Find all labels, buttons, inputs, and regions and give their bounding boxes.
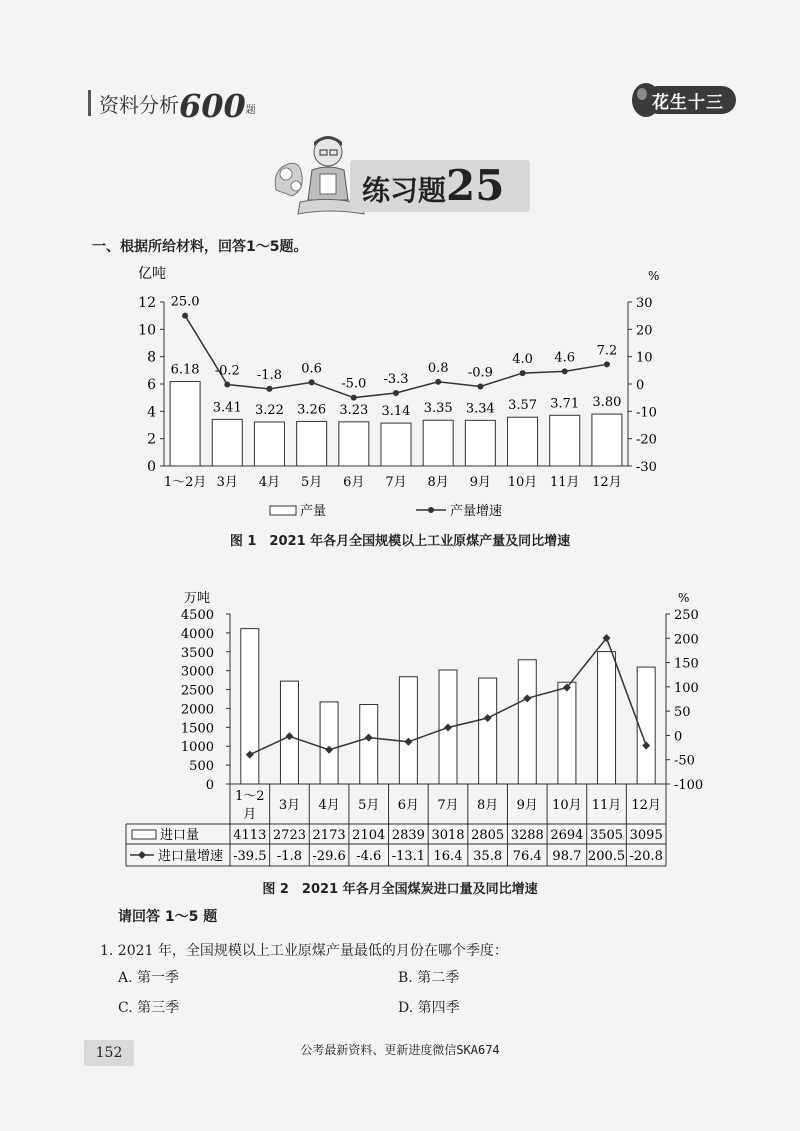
question-header: 请回答 1～5 题: [118, 909, 218, 925]
chart1-bar-label: 3.26: [297, 402, 327, 418]
chart2-bar: [320, 702, 338, 784]
chart2-right-tick-label: 200: [674, 632, 699, 648]
chart1-bar: [508, 417, 538, 466]
chart2-growth-value: 16.4: [433, 849, 463, 864]
chart2-left-tick-label: 1500: [180, 721, 214, 737]
chart1-category-label: 5月: [300, 475, 323, 490]
brand-text: 花生十三: [652, 93, 724, 113]
chart1-bar: [423, 420, 453, 466]
chart1-category-label: 1～2月: [163, 475, 207, 490]
chart1-bar-label: 6.18: [170, 362, 200, 378]
chart2-category-label: 9月: [516, 798, 538, 813]
chart1-bar: [339, 422, 369, 466]
chart1-bar: [550, 415, 580, 466]
chart1-bar-label: 3.71: [550, 396, 580, 412]
chart2-bar: [360, 705, 378, 784]
chart1-growth-point: [351, 395, 357, 401]
chart1-right-tick-label: 10: [636, 350, 653, 366]
chart1-right-tick-label: 20: [636, 323, 653, 339]
chart2-left-tick-label: 0: [205, 778, 214, 793]
chart2-growth-value: -13.1: [391, 849, 426, 864]
book-number: 600: [179, 87, 246, 125]
chart2-growth-value: -39.5: [233, 849, 267, 864]
chart1-left-tick-label: 0: [147, 459, 156, 475]
footer-text: 公考最新资料、更新进度微信SKA674: [300, 1043, 500, 1057]
chart2-category-label: 11月: [591, 798, 622, 813]
chart1-right-tick-label: -30: [636, 460, 657, 475]
chart1-growth-point: [182, 313, 188, 319]
chart2-left-tick-label: 4500: [180, 608, 214, 623]
title-prefix: 练习题: [362, 174, 447, 207]
chart1-category-label: 8月: [427, 475, 449, 490]
chart1-bar: [297, 421, 327, 466]
chart1-bar: [592, 414, 622, 466]
chart2-growth-value: -4.6: [356, 849, 382, 864]
chart2-bar-value: 2723: [272, 828, 307, 843]
header-divider: [88, 90, 91, 116]
chart1-growth-label: 7.2: [596, 343, 618, 359]
chart2-bar-value: 3018: [431, 828, 465, 843]
chart1-category-label: 7月: [385, 475, 407, 490]
chart1-left-tick-label: 2: [147, 431, 156, 448]
chart2-right-tick-label: 0: [674, 729, 683, 745]
option-c[interactable]: C. 第三季: [118, 1000, 180, 1016]
option-d[interactable]: D. 第四季: [398, 1000, 460, 1016]
chart1-growth-label: -0.9: [467, 365, 493, 381]
book-header: [88, 82, 256, 125]
chart1-bar: [254, 422, 284, 466]
chart2-bar-value: 4113: [233, 828, 267, 843]
chart1-growth-label: 0.6: [301, 361, 322, 377]
chart2-caption: 图 2 2021 年各月全国煤炭进口量及同比增速: [262, 882, 538, 897]
chart2-growth-value: 76.4: [512, 849, 542, 864]
legend-line-marker: [428, 507, 434, 513]
chart2-bar: [598, 652, 616, 784]
chart1-caption: 图 1 2021 年各月全国规模以上工业原煤产量及同比增速: [229, 534, 571, 549]
chart2-right-tick-label: 50: [674, 705, 691, 721]
chart1-right-tick-label: -20: [636, 432, 657, 448]
chart1-legend: [270, 503, 502, 519]
chart1-bar-label: 3.14: [381, 404, 411, 420]
option-a[interactable]: A. 第一季: [118, 970, 180, 986]
chart1-growth-point: [604, 361, 610, 367]
chart1-left-tick-label: 10: [138, 322, 156, 339]
chart1-growth-label: 0.8: [427, 360, 449, 376]
table-legend-bar-swatch: [132, 830, 156, 839]
chart2-bar: [479, 678, 497, 784]
chart2-bar-value: 2173: [312, 828, 346, 843]
chart1-category-label: 3月: [216, 475, 238, 490]
option-b[interactable]: B. 第二季: [398, 970, 460, 986]
chart1-bar-label: 3.57: [508, 398, 538, 414]
chart1-growth-point: [393, 390, 399, 396]
chart1-growth-label: 25.0: [170, 294, 200, 310]
chart2-category-label: 8月: [476, 798, 499, 813]
chart2-right-tick-label: 150: [674, 656, 699, 672]
chart2-growth-value: -20.8: [629, 849, 663, 864]
question-text: 1. 2021 年，全国规模以上工业原煤产量最低的月份在哪个季度：: [100, 943, 508, 959]
chart2-category-label: 12月: [631, 798, 661, 813]
chart1-bar-label: 3.80: [592, 395, 622, 411]
chart2-bar-value: 3288: [510, 828, 544, 843]
chart2-right-tick-label: -50: [674, 753, 695, 769]
chart-coal-imports: [120, 582, 710, 874]
chart1-bar-label: 3.34: [465, 401, 495, 417]
table-legend-bar-label: 进口量: [160, 828, 200, 843]
chart2-bar-value: 2839: [391, 828, 425, 843]
chart1-bar: [212, 419, 242, 466]
page-number: 152: [84, 1040, 134, 1066]
chart1-right-tick-label: 0: [636, 378, 645, 393]
chart1-right-unit: %: [648, 269, 660, 283]
chart2-bar: [399, 677, 417, 784]
chart1-left-unit: 亿吨: [138, 266, 166, 282]
chart2-left-tick-label: 3000: [180, 664, 214, 680]
chart2-left-tick-label: 1000: [180, 740, 214, 756]
chart2-data-table: [126, 784, 666, 866]
chart1-category-label: 12月: [592, 475, 622, 490]
chart2-left-tick-label: 2500: [180, 683, 214, 699]
chart1-growth-label: -1.8: [256, 367, 282, 383]
chart2-bar: [241, 629, 259, 784]
chart1-right-tick-label: -10: [636, 405, 657, 421]
chart2-bar-value: 2805: [471, 828, 505, 843]
chart2-bar-value: 2694: [550, 828, 584, 843]
chart1-bar-label: 3.35: [423, 401, 453, 417]
chart2-growth-value: 98.7: [552, 849, 582, 864]
legend-line-label: 产量增速: [450, 504, 503, 519]
legend-bar-label: 产量: [300, 504, 327, 519]
chart1-bar: [381, 423, 411, 466]
chart1-growth-point: [224, 382, 230, 388]
chart2-category-label: 7月: [437, 798, 459, 813]
chart1-growth-label: -0.2: [214, 363, 240, 379]
chart2-left-unit: 万吨: [184, 591, 211, 606]
chart2-bar-value: 2104: [352, 828, 386, 843]
chart2-bar-value: 3095: [629, 828, 663, 843]
chart2-category-label: 3月: [278, 798, 301, 813]
chart1-category-label: 4月: [258, 475, 281, 490]
chart2-category-label: 1～2: [235, 789, 265, 804]
chart1-left-tick-label: 6: [147, 377, 156, 393]
chart1-growth-point: [309, 379, 315, 385]
chart1-bar-label: 3.41: [212, 400, 242, 416]
chart1-growth-point: [435, 379, 441, 385]
section-intro: 一、根据所给材料，回答1～5题。: [92, 239, 308, 255]
chart1-growth-point: [520, 370, 526, 376]
chart-coal-production: [120, 258, 700, 524]
chart2-bar: [637, 667, 655, 784]
chart2-left-tick-label: 2000: [180, 702, 214, 718]
chart1-category-label: 11月: [549, 475, 580, 490]
chart1-category-label: 10月: [507, 475, 538, 490]
chart1-category-label: 9月: [469, 475, 492, 490]
chart1-bar-label: 3.23: [339, 402, 369, 418]
chart2-category-label: 6月: [397, 798, 420, 813]
book-suffix: 题: [245, 105, 256, 116]
chart2-growth-value: -29.6: [312, 849, 346, 864]
chart2-left-tick-label: 3500: [180, 645, 214, 661]
chart2-right-tick-label: -100: [674, 778, 704, 793]
chart2-right-tick-label: 250: [674, 608, 699, 623]
chart1-growth-point: [477, 383, 483, 389]
legend-bar-swatch: [270, 506, 296, 515]
chart1-growth-point: [266, 386, 272, 392]
chart2-category-label-line2: 月: [243, 807, 257, 822]
chart1-growth-label: -5.0: [341, 376, 367, 392]
chart2-left-tick-label: 500: [189, 759, 214, 775]
table-legend-line-marker: [138, 851, 146, 859]
chart2-right-tick-label: 100: [674, 680, 699, 696]
chart2-bar: [558, 682, 576, 784]
chart1-growth-label: -3.3: [383, 372, 409, 388]
table-legend-line-label: 进口量增速: [158, 849, 224, 864]
book-title: 资料分析: [99, 93, 179, 117]
chart2-left-tick-label: 4000: [180, 626, 214, 642]
chart1-left-tick-label: 12: [138, 295, 156, 311]
chart2-category-label: 5月: [358, 798, 380, 813]
chart1-growth-point: [562, 368, 568, 374]
chart2-growth-value: 35.8: [473, 849, 503, 864]
chart1-growth-label: 4.6: [554, 350, 576, 366]
chart2-bar: [518, 660, 536, 784]
chart2-right-unit: %: [678, 591, 690, 605]
chart1-category-label: 6月: [343, 475, 365, 490]
chart2-category-label: 4月: [318, 798, 340, 813]
chart2-bar-value: 3505: [589, 828, 624, 843]
chart2-category-label: 10月: [552, 798, 582, 813]
chart1-bar: [170, 382, 200, 466]
page-title: [362, 160, 504, 217]
chart1-bar: [465, 420, 495, 466]
chart1-bar-label: 3.22: [254, 402, 284, 418]
chart1-left-tick-label: 8: [147, 349, 156, 366]
chart1-right-tick-label: 30: [636, 296, 653, 311]
chart1-left-tick-label: 4: [147, 404, 156, 421]
chart1-growth-label: 4.0: [512, 352, 533, 368]
chart2-growth-value: -1.8: [276, 849, 302, 864]
title-number: 25: [446, 161, 505, 210]
chart2-growth-value: 200.5: [587, 849, 626, 864]
